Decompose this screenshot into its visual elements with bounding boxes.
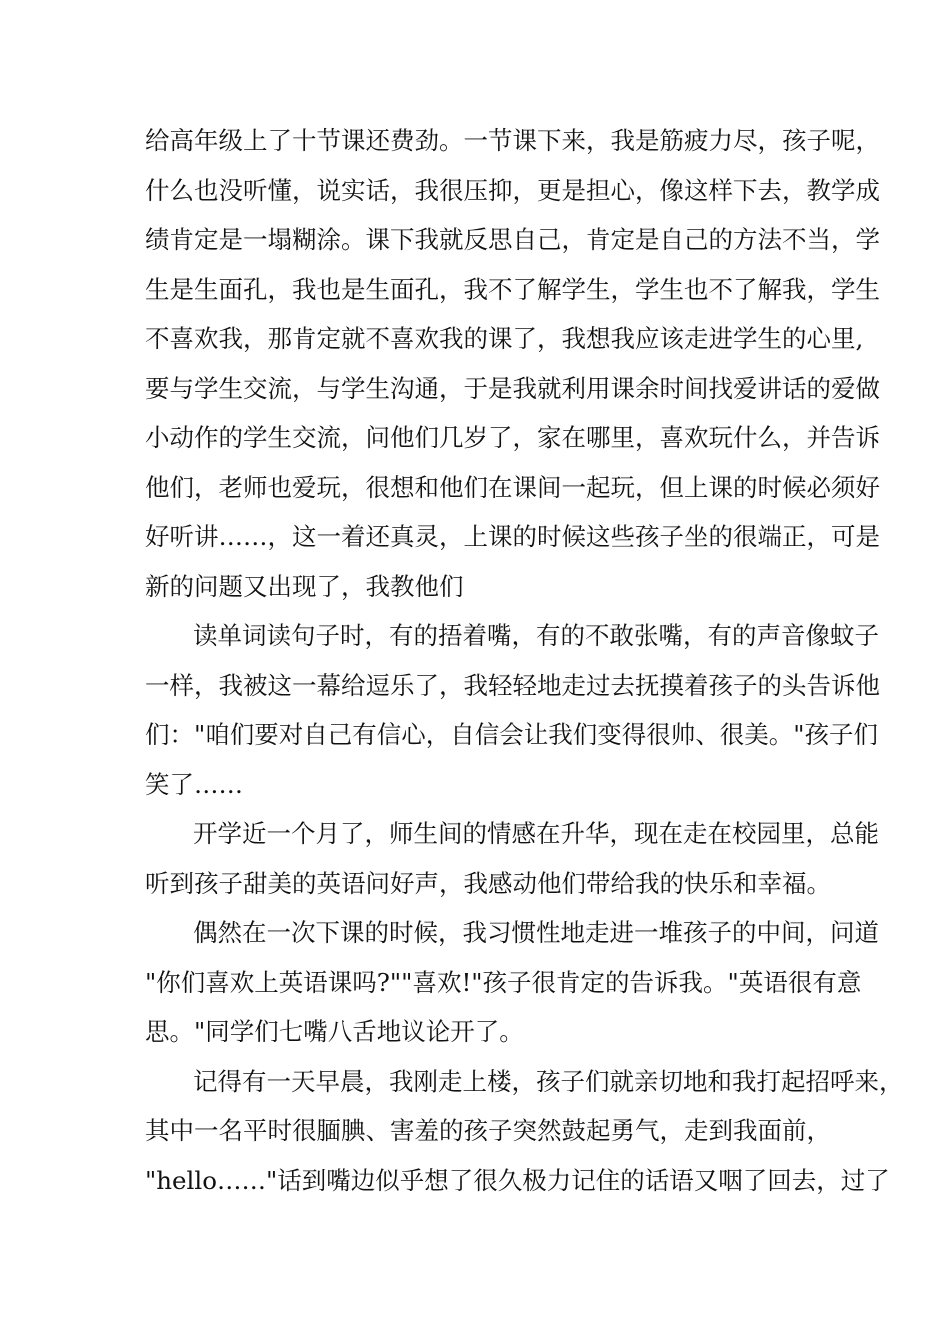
text-line: 笑了…… bbox=[145, 769, 243, 799]
text-line: 听到孩子甜美的英语问好声，我感动他们带给我的快乐和幸福。 bbox=[145, 868, 831, 898]
text-line: 不喜欢我，那肯定就不喜欢我的课了，我想我应该走进学生的心里, bbox=[145, 324, 864, 353]
paragraph-3 bbox=[145, 809, 879, 908]
body-text bbox=[145, 116, 904, 1205]
text-line: 生是生面孔，我也是生面孔，我不了解学生，学生也不了解我，学生 bbox=[145, 274, 880, 304]
text-line: 偶然在一次下课的时候，我习惯性地走进一堆孩子的中间，问道 bbox=[193, 918, 879, 947]
text-line: 一样，我被这一幕给逗乐了，我轻轻地走过去抚摸着孩子的头告诉他 bbox=[145, 670, 880, 700]
text-line: 好听讲……，这一着还真灵，上课的时候这些孩子坐的很端正，可是 bbox=[145, 522, 880, 551]
text-line: 什么也没听懂，说实话，我很压抑，更是担心，像这样下去，教学成 bbox=[145, 175, 880, 205]
text-line: 给高年级上了十节课还费劲。一节课下来，我是筋疲力尽，孩子呢， bbox=[145, 126, 880, 155]
paragraph-2 bbox=[145, 611, 880, 809]
text-line: 绩肯定是一塌糊涂。课下我就反思自己，肯定是自己的方法不当，学 bbox=[145, 225, 880, 254]
text-line: 思。"同学们七嘴八舌地议论开了。 bbox=[145, 1017, 524, 1046]
text-line: 开学近一个月了，师生间的情感在升华，现在走在校园里，总能 bbox=[193, 819, 879, 848]
paragraph-4 bbox=[145, 908, 879, 1057]
text-line: "你们喜欢上英语课吗?""喜欢!"孩子很肯定的告诉我。"英语很有意 bbox=[145, 967, 862, 997]
text-line: 们："咱们要对自己有信心，自信会让我们变得很帅、很美。"孩子们 bbox=[145, 720, 879, 749]
text-line: 他们，老师也爱玩，很想和他们在课间一起玩，但上课的时候必须好 bbox=[145, 472, 880, 502]
text-line: 小动作的学生交流，问他们几岁了，家在哪里，喜欢玩什么，并告诉 bbox=[145, 423, 880, 452]
text-line: 记得有一天早晨，我刚走上楼，孩子们就亲切地和我打起招呼来， bbox=[193, 1066, 904, 1096]
paragraph-1 bbox=[145, 116, 880, 611]
paragraph-5 bbox=[145, 1057, 904, 1206]
text-line: 其中一名平时很腼腆、害羞的孩子突然鼓起勇气，走到我面前， bbox=[145, 1116, 831, 1145]
text-line: 新的问题又出现了，我教他们 bbox=[145, 571, 464, 601]
text-line: "hello……"话到嘴边似乎想了很久极力记住的话语又咽了回去，过了 bbox=[145, 1165, 890, 1195]
text-line: 读单词读句子时，有的捂着嘴，有的不敢张嘴，有的声音像蚊子 bbox=[193, 621, 879, 650]
text-line: 要与学生交流，与学生沟通，于是我就利用课余时间找爱讲话的爱做 bbox=[145, 373, 880, 403]
